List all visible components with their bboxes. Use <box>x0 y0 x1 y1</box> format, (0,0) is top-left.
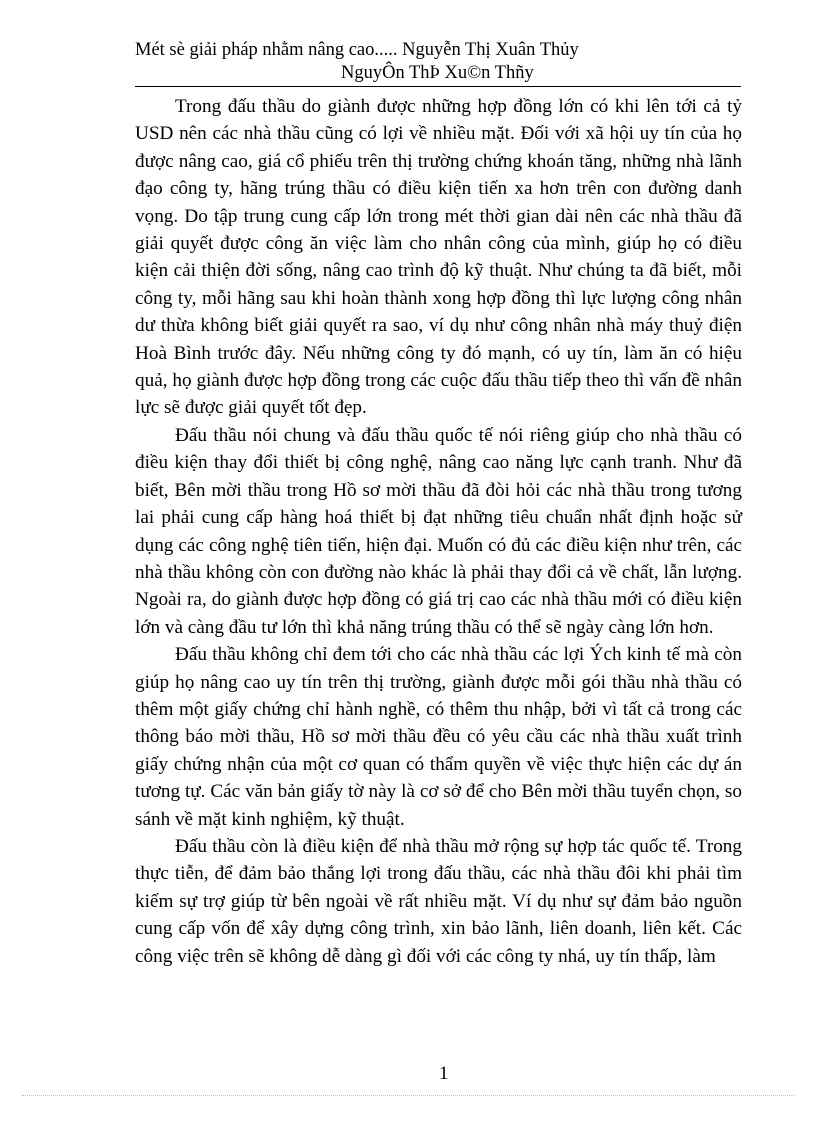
page-number: 1 <box>439 1063 449 1084</box>
page-bottom-border <box>22 1095 794 1096</box>
paragraph: Đấu thầu không chỉ đem tới cho các nhà thầu các lợi Ých kinh tế mà còn giúp họ nâng cao uy tín trên thị trường, giành được mỗi gói thầu nhà thầu có thêm một giấy chứng chỉ hành nghề, có thêm thu nhập, bởi vì tất cả trong các thông báo mời thầu, Hồ sơ mời thầu đều có yêu cầu các nhà thầu xuất trình giấy chứng nhận của một cơ quan có thẩm quyền về việc thực hiện các dự án tương tự. Các văn bản giấy tờ này là cơ sở để cho Bên mời thầu tuyển chọn, so sánh về mặt kinh nghiệm, kỹ thuật. <box>135 644 742 830</box>
paragraph: Trong đấu thầu do giành được những hợp đồng lớn có khi lên tới cả tỷ USD nên các nhà thầu cũng có lợi về nhiều mặt. Đối với xã hội uy tín của họ được nâng cao, giá cổ phiếu trên thị trường chứng khoán tăng, những nhà lãnh đạo công ty, hãng trúng thầu có điều kiện tiến xa hơn trên con đường danh vọng. Do tập trung cung cấp lớn trong mét thời gian dài nên các nhà thầu đã giải quyết được công ăn việc làm cho nhân công của mình, giúp họ có điều kiện cải thiện đời sống, nâng cao trình độ kỹ thuật. Như chúng ta đã biết, mỗi công ty, mỗi hãng sau khi hoàn thành xong hợp đồng thì lực lượng công nhân dư thừa không biết giải quyết ra sao, ví dụ như công nhân nhà máy thuỷ điện Hoà Bình trước đây. Nếu những công ty đó mạnh, có uy tín, làm ăn có hiệu quả, họ giành được hợp đồng trong các cuộc đấu thầu tiếp theo thì vấn đề nhân lực sẽ được giải quyết tốt đẹp. <box>135 96 742 419</box>
paragraph: Đấu thầu còn là điều kiện để nhà thầu mở rộng sự hợp tác quốc tế. Trong thực tiễn, để đảm bảo thắng lợi trong đấu thầu, các nhà thầu đôi khi phải tìm kiếm sự trợ giúp từ bên ngoài về rất nhiều mặt. Ví dụ như sự đảm bảo nguồn cung cấp vốn để xây dựng công trình, xin bảo lãnh, liên doanh, liên kết. Các công việc trên sẽ không dễ dàng gì đối với các công ty nhá, uy tín thấp, làm <box>135 835 742 967</box>
body-text <box>135 93 742 970</box>
paragraph: Đấu thầu nói chung và đấu thầu quốc tế nói riêng giúp cho nhà thầu có điều kiện thay đổi thiết bị công nghệ, nâng cao năng lực cạnh tranh. Như đã biết, Bên mời thầu trong Hồ sơ mời thầu đã đòi hỏi các nhà thầu trong tương lai phải cung cấp hàng hoá thiết bị đạt những tiêu chuẩn nhất định hoặc sử dụng các công nghệ tiên tiến, hiện đại. Muốn có đủ các điều kiện như trên, các nhà thầu không còn con đường nào khác là phải thay đổi cả về chất, lẫn lượng. Ngoài ra, do giành được hợp đồng có giá trị cao các nhà thầu mới có điều kiện lớn và càng đầu tư lớn thì khả năng trúng thầu có thể sẽ ngày càng lớn hơn. <box>135 424 742 638</box>
header-divider <box>135 86 741 87</box>
running-header-title: Mét sè giải pháp nhằm nâng cao..... Nguyễn Thị Xuân Thủy <box>135 40 579 60</box>
running-header-author: NguyÔn ThÞ Xu©n Thñy <box>341 63 534 83</box>
